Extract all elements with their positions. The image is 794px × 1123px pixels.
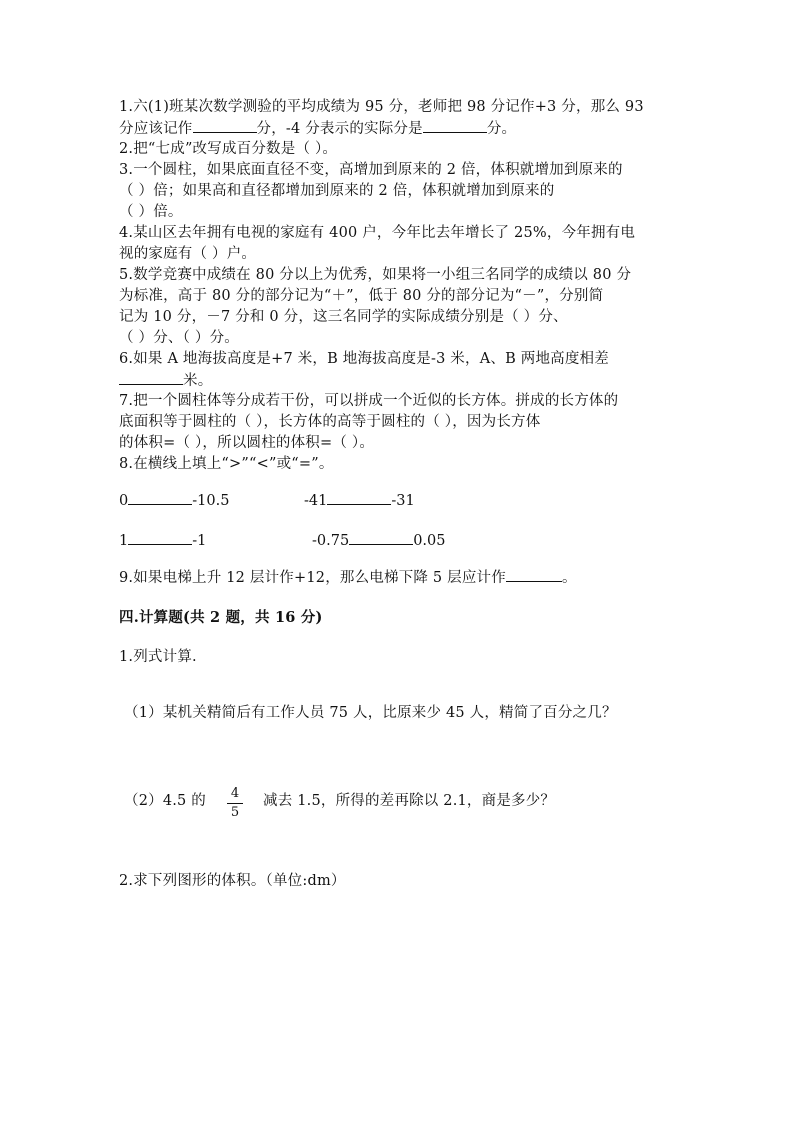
compare-blank-2[interactable] bbox=[327, 490, 391, 505]
question-5-line-2: 为标准，高于 80 分的部分记为“＋”，低于 80 分的部分记为“－”，分别简 bbox=[119, 288, 604, 304]
compare-left: -41 bbox=[304, 493, 328, 509]
compare-left: 1 bbox=[119, 533, 129, 549]
question-3-line-3: （ ）倍。 bbox=[119, 204, 183, 220]
fraction-denominator: 5 bbox=[230, 805, 240, 820]
question-7-line-1: 7.把一个圆柱体等分成若干份，可以拼成一个近似的长方体。拼成的长方体的 bbox=[119, 393, 619, 409]
question-4-line-1: 4.某山区去年拥有电视的家庭有 400 户，今年比去年增长了 25%，今年拥有电 bbox=[119, 225, 636, 241]
compare-item-3 bbox=[119, 530, 206, 551]
compare-blank-3[interactable] bbox=[128, 530, 192, 545]
compare-left: -0.75 bbox=[312, 533, 350, 549]
question-5-line-3: 记为 10 分，－7 分和 0 分，这三名同学的实际成绩分别是（ ）分、 bbox=[119, 309, 568, 325]
calc-question-1: 1.列式计算. bbox=[119, 649, 197, 665]
section-4-heading: 四.计算题(共 2 题，共 16 分) bbox=[119, 609, 323, 626]
question-5-line-4: （ ）分、（ ）分。 bbox=[119, 330, 239, 346]
compare-item-1 bbox=[119, 490, 229, 511]
compare-left: 0 bbox=[119, 493, 129, 509]
calc-question-2: 2.求下列图形的体积。（单位:dm） bbox=[119, 873, 346, 889]
q9-text: 9.如果电梯上升 12 层计作+12，那么电梯下降 5 层应计作 bbox=[119, 570, 506, 586]
q9-blank[interactable] bbox=[506, 567, 562, 582]
calc-question-1-part-1: （1）某机关精简后有工作人员 75 人，比原来少 45 人，精简了百分之几？ bbox=[124, 705, 617, 721]
question-7-line-2: 底面积等于圆柱的（ ），长方体的高等于圆柱的（ ），因为长方体 bbox=[119, 414, 541, 430]
q1-text-a: 分应该记作 bbox=[119, 121, 193, 137]
question-6-line-2 bbox=[119, 370, 212, 391]
question-3-line-2: （ ）倍；如果高和直径都增加到原来的 2 倍，体积就增加到原来的 bbox=[119, 183, 555, 199]
calc-question-1-part-2-b: 减去 1.5，所得的差再除以 2.1，商是多少？ bbox=[263, 793, 556, 809]
question-1-line-2 bbox=[119, 118, 516, 139]
calc-question-1-part-2-a: （2）4.5 的 bbox=[124, 793, 206, 809]
question-7-line-3: 的体积=（ ），所以圆柱的体积=（ ）。 bbox=[119, 435, 375, 451]
question-8: 8.在横线上填上“>”“<”或“=”。 bbox=[119, 456, 334, 472]
question-9 bbox=[119, 567, 577, 588]
compare-item-4 bbox=[312, 530, 445, 551]
fraction-four-fifths bbox=[227, 786, 243, 821]
q1-blank-2[interactable] bbox=[423, 118, 487, 133]
q1-text-b: 分，-4 分表示的实际分是 bbox=[256, 121, 423, 137]
q1-blank-1[interactable] bbox=[193, 118, 257, 133]
compare-item-2 bbox=[304, 490, 415, 511]
question-4-line-2: 视的家庭有（ ）户。 bbox=[119, 246, 257, 262]
fraction-numerator: 4 bbox=[230, 786, 240, 801]
question-6-line-1: 6.如果 A 地海拔高度是+7 米，B 地海拔高度是-3 米，A、B 两地高度相差 bbox=[119, 351, 609, 367]
question-5-line-1: 5.数学竞赛中成绩在 80 分以上为优秀，如果将一小组三名同学的成绩以 80 分 bbox=[119, 267, 632, 283]
q6-blank[interactable] bbox=[119, 370, 183, 385]
q9-end: 。 bbox=[561, 570, 577, 586]
compare-right: -10.5 bbox=[192, 493, 230, 509]
compare-blank-1[interactable] bbox=[128, 490, 192, 505]
question-3-line-1: 3.一个圆柱，如果底面直径不变，高增加到原来的 2 倍，体积就增加到原来的 bbox=[119, 162, 623, 178]
question-1-line-1: 1.六(1)班某次数学测验的平均成绩为 95 分，老师把 98 分记作+3 分，那么 93 bbox=[119, 99, 644, 115]
compare-blank-4[interactable] bbox=[349, 530, 413, 545]
q6-text: 米。 bbox=[183, 373, 213, 389]
fraction-bar bbox=[227, 803, 243, 804]
compare-right: 0.05 bbox=[413, 533, 446, 549]
compare-right: -1 bbox=[192, 533, 207, 549]
q1-text-c: 分。 bbox=[486, 121, 517, 137]
question-2: 2.把“七成”改写成百分数是（ ）。 bbox=[119, 141, 338, 157]
compare-right: -31 bbox=[391, 493, 415, 509]
